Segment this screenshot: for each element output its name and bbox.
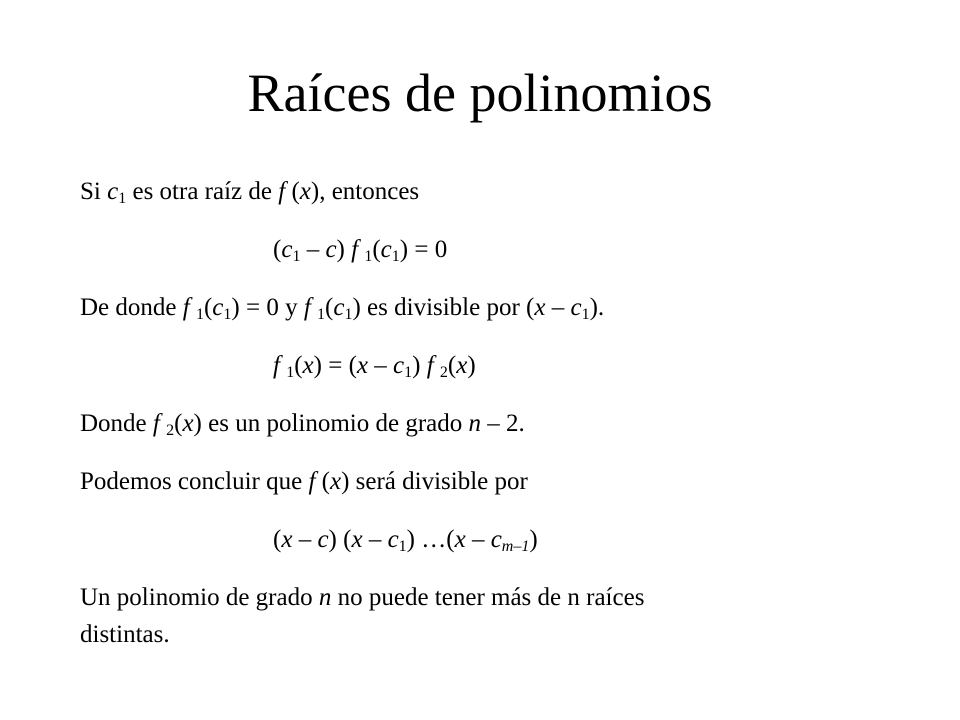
math-variable: c	[107, 178, 119, 205]
text-run: ) es un polinomio de grado	[193, 410, 469, 437]
subscript: 2	[439, 364, 448, 381]
subscript: 1	[391, 248, 400, 265]
subscript: 1	[195, 306, 204, 323]
text-run: distintas.	[80, 621, 170, 648]
math-variable: f	[278, 178, 286, 205]
subscript: 2	[166, 422, 175, 439]
math-variable: c	[333, 294, 345, 321]
equation-line	[273, 525, 538, 555]
math-variable: c	[317, 526, 329, 553]
slide-title: Raíces de polinomios	[247, 63, 713, 123]
math-variable: n	[468, 410, 481, 437]
math-variable: x	[281, 526, 293, 553]
math-variable: n	[318, 584, 332, 611]
text-run: Si	[80, 178, 108, 205]
math-variable: x	[351, 526, 363, 553]
text-run: Podemos concluir que	[80, 468, 309, 495]
math-variable: x	[302, 352, 314, 379]
text-run: )	[412, 352, 427, 379]
math-variable: c	[387, 526, 399, 553]
text-run: ), entonces	[310, 178, 420, 205]
text-run: –	[292, 526, 318, 553]
text-line	[80, 409, 525, 439]
text-run: (	[447, 352, 457, 379]
text-run: Donde	[80, 410, 153, 437]
text-run: – 2.	[481, 410, 525, 437]
text-run: (	[325, 294, 334, 321]
subscript: 1	[398, 538, 407, 555]
math-variable: f	[303, 294, 311, 321]
text-run: (	[294, 352, 303, 379]
text-run: ) (	[328, 526, 352, 553]
text-run: ) …(	[406, 526, 455, 553]
subscript: 1	[404, 364, 413, 381]
text-run: no puede tener más de n raíces	[331, 584, 645, 611]
text-line	[80, 293, 604, 323]
math-variable: x	[182, 410, 194, 437]
subscript: 1	[223, 306, 232, 323]
math-variable: x	[456, 352, 468, 379]
equation-line	[273, 235, 447, 265]
subscript: 1	[286, 364, 295, 381]
text-run: ) será divisible por	[341, 468, 528, 495]
text-run: (	[273, 236, 282, 263]
text-run: ) es divisible por (	[352, 294, 535, 321]
subscript: 1	[344, 306, 353, 323]
text-line	[80, 467, 528, 497]
text-line	[80, 620, 170, 650]
subscript: 1	[118, 190, 127, 207]
math-variable: f	[426, 352, 434, 379]
math-variable: c	[393, 352, 405, 379]
text-run: ) = 0	[399, 236, 448, 263]
text-run: ) = (	[313, 352, 357, 379]
text-run: )	[529, 526, 538, 553]
math-variable: x	[534, 294, 546, 321]
text-run: Un polinomio de grado	[80, 584, 319, 611]
text-run: (	[372, 236, 381, 263]
math-variable: c	[212, 294, 224, 321]
math-variable: f	[351, 236, 359, 263]
math-variable: c	[570, 294, 582, 321]
text-line	[80, 583, 644, 613]
math-variable: f	[182, 294, 190, 321]
text-run: ) = 0 y	[231, 294, 304, 321]
math-variable: x	[299, 178, 311, 205]
math-variable: c	[325, 236, 337, 263]
subscript: 1	[364, 248, 373, 265]
text-run: –	[300, 236, 326, 263]
text-run: De donde	[80, 294, 183, 321]
text-run: (	[315, 468, 330, 495]
math-variable: f	[308, 468, 316, 495]
text-run: es otra raíz de	[126, 178, 279, 205]
math-variable: x	[356, 352, 368, 379]
math-variable: f	[273, 352, 280, 379]
text-run: –	[368, 352, 393, 379]
text-line	[80, 177, 419, 207]
text-run: )	[467, 352, 476, 379]
text-run: )	[336, 236, 352, 263]
text-run: (	[273, 526, 282, 553]
text-run: (	[203, 294, 213, 321]
subscript: m–1	[501, 538, 530, 555]
math-variable: c	[490, 526, 502, 553]
subscript: 1	[581, 306, 590, 323]
text-run: –	[545, 294, 571, 321]
text-run: –	[362, 526, 388, 553]
text-run: ).	[589, 294, 605, 321]
subscript: 1	[292, 248, 301, 265]
math-variable: f	[152, 410, 160, 437]
math-variable: x	[454, 526, 466, 553]
math-variable: c	[380, 236, 392, 263]
math-variable: x	[329, 468, 342, 495]
equation-line	[273, 351, 476, 381]
math-variable: c	[281, 236, 293, 263]
text-run: (	[174, 410, 183, 437]
text-run: –	[465, 526, 491, 553]
text-run: (	[285, 178, 300, 205]
subscript: 1	[317, 306, 326, 323]
